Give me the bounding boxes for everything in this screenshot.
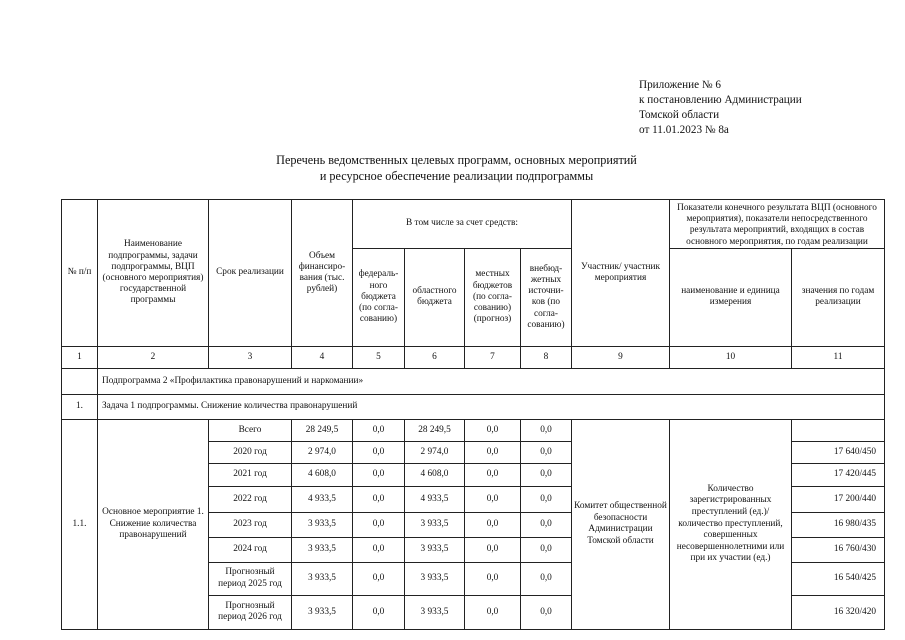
row-volume: 3 933,5 bbox=[292, 512, 353, 537]
row-term: 2023 год bbox=[209, 512, 292, 537]
subprogram-title: Подпрограмма 2 «Профилактика правонарушений и наркомании» bbox=[98, 368, 885, 394]
subprogram-row bbox=[62, 368, 885, 394]
header-participant: Участник/ участник мероприятия bbox=[572, 200, 670, 347]
row-value: 17 420/445 bbox=[792, 463, 885, 486]
item-participant: Комитет общественной безопасности Администрации Томской области bbox=[572, 419, 670, 629]
row-value bbox=[792, 419, 885, 441]
row-regional: 4 933,5 bbox=[405, 486, 465, 512]
col-number: 8 bbox=[521, 346, 572, 368]
row-value: 16 760/430 bbox=[792, 537, 885, 562]
row-regional: 3 933,5 bbox=[405, 512, 465, 537]
col-number: 4 bbox=[292, 346, 353, 368]
col-number: 11 bbox=[792, 346, 885, 368]
header-including: В том числе за счет средств: bbox=[353, 200, 572, 249]
row-value: 16 320/420 bbox=[792, 595, 885, 629]
row-extra: 0,0 bbox=[521, 512, 572, 537]
row-regional: 28 249,5 bbox=[405, 419, 465, 441]
row-volume: 28 249,5 bbox=[292, 419, 353, 441]
col-number: 9 bbox=[572, 346, 670, 368]
row-regional: 3 933,5 bbox=[405, 595, 465, 629]
column-numbers-row bbox=[62, 346, 885, 368]
programs-table bbox=[61, 199, 885, 630]
row-volume: 2 974,0 bbox=[292, 441, 353, 463]
row-volume: 3 933,5 bbox=[292, 595, 353, 629]
header-regional: областного бюджета bbox=[405, 248, 465, 346]
row-term: 2020 год bbox=[209, 441, 292, 463]
row-regional: 4 608,0 bbox=[405, 463, 465, 486]
header-term: Срок реализации bbox=[209, 200, 292, 347]
row-volume: 4 933,5 bbox=[292, 486, 353, 512]
row-term: Прогнозный период 2026 год bbox=[209, 595, 292, 629]
header-indicators: Показатели конечного результата ВЦП (основного мероприятия), показатели непосредственного результата мероприятий, входящих в состав основного мероприятия, по годам реализации bbox=[670, 200, 885, 249]
row-federal: 0,0 bbox=[353, 562, 405, 595]
row-volume: 3 933,5 bbox=[292, 562, 353, 595]
row-extra: 0,0 bbox=[521, 486, 572, 512]
header-local: местных бюджетов (по согла-сованию) (прогноз) bbox=[465, 248, 521, 346]
col-number: 5 bbox=[353, 346, 405, 368]
appendix-line-3: Томской области bbox=[639, 109, 720, 121]
row-local: 0,0 bbox=[465, 595, 521, 629]
appendix-line-1: Приложение № 6 bbox=[639, 79, 721, 91]
title-line-1: Перечень ведомственных целевых программ, основных мероприятий bbox=[276, 153, 637, 167]
row-regional: 3 933,5 bbox=[405, 562, 465, 595]
row-federal: 0,0 bbox=[353, 595, 405, 629]
row-term: 2022 год bbox=[209, 486, 292, 512]
row-local: 0,0 bbox=[465, 486, 521, 512]
row-value: 16 540/425 bbox=[792, 562, 885, 595]
header-indicator-values: значения по годам реализации bbox=[792, 248, 885, 346]
row-federal: 0,0 bbox=[353, 441, 405, 463]
row-extra: 0,0 bbox=[521, 595, 572, 629]
header-federal: федераль-ного бюджета (по согла-сованию) bbox=[353, 248, 405, 346]
row-federal: 0,0 bbox=[353, 463, 405, 486]
appendix-line-2: к постановлению Администрации bbox=[639, 94, 802, 106]
row-extra: 0,0 bbox=[521, 537, 572, 562]
header-volume: Объем финансиро-вания (тыс. рублей) bbox=[292, 200, 353, 347]
row-regional: 2 974,0 bbox=[405, 441, 465, 463]
row-term: Всего bbox=[209, 419, 292, 441]
row-local: 0,0 bbox=[465, 419, 521, 441]
task-title: Задача 1 подпрограммы. Снижение количества правонарушений bbox=[98, 394, 885, 419]
row-federal: 0,0 bbox=[353, 419, 405, 441]
col-number: 1 bbox=[62, 346, 98, 368]
row-term: 2021 год bbox=[209, 463, 292, 486]
row-federal: 0,0 bbox=[353, 486, 405, 512]
title-line-2: и ресурсное обеспечение реализации подпрограммы bbox=[319, 169, 594, 183]
item-number: 1.1. bbox=[62, 419, 98, 629]
header-extra: внебюд-жетных источни-ков (по согла-сованию) bbox=[521, 248, 572, 346]
row-local: 0,0 bbox=[465, 463, 521, 486]
row-local: 0,0 bbox=[465, 441, 521, 463]
row-extra: 0,0 bbox=[521, 562, 572, 595]
col-number: 3 bbox=[209, 346, 292, 368]
item-name: Основное мероприятие 1. Снижение количества правонарушений bbox=[98, 419, 209, 629]
row-local: 0,0 bbox=[465, 537, 521, 562]
row-term: 2024 год bbox=[209, 537, 292, 562]
row-extra: 0,0 bbox=[521, 419, 572, 441]
header-name: Наименование подпрограммы, задачи подпрограммы, ВЦП (основного мероприятия) государственной программы bbox=[98, 200, 209, 347]
task-row bbox=[62, 394, 885, 419]
table-row bbox=[62, 419, 885, 441]
row-value: 17 640/450 bbox=[792, 441, 885, 463]
appendix-line-4: от 11.01.2023 № 8а bbox=[639, 124, 729, 136]
row-volume: 3 933,5 bbox=[292, 537, 353, 562]
document-title bbox=[0, 152, 905, 184]
col-number: 10 bbox=[670, 346, 792, 368]
row-regional: 3 933,5 bbox=[405, 537, 465, 562]
item-indicator: Количество зарегистрированных преступлений (ед.)/ количество преступлений, совершенных несовершеннолетними или при их участии (ед.) bbox=[670, 419, 792, 629]
row-federal: 0,0 bbox=[353, 537, 405, 562]
task-number: 1. bbox=[62, 394, 98, 419]
col-number: 6 bbox=[405, 346, 465, 368]
row-value: 16 980/435 bbox=[792, 512, 885, 537]
row-extra: 0,0 bbox=[521, 441, 572, 463]
col-number: 2 bbox=[98, 346, 209, 368]
appendix-header bbox=[639, 78, 802, 138]
row-volume: 4 608,0 bbox=[292, 463, 353, 486]
row-local: 0,0 bbox=[465, 562, 521, 595]
row-extra: 0,0 bbox=[521, 463, 572, 486]
row-federal: 0,0 bbox=[353, 512, 405, 537]
col-number: 7 bbox=[465, 346, 521, 368]
row-local: 0,0 bbox=[465, 512, 521, 537]
row-term: Прогнозный период 2025 год bbox=[209, 562, 292, 595]
header-num: № п/п bbox=[62, 200, 98, 347]
header-indicator-name: наименование и единица измерения bbox=[670, 248, 792, 346]
row-value: 17 200/440 bbox=[792, 486, 885, 512]
